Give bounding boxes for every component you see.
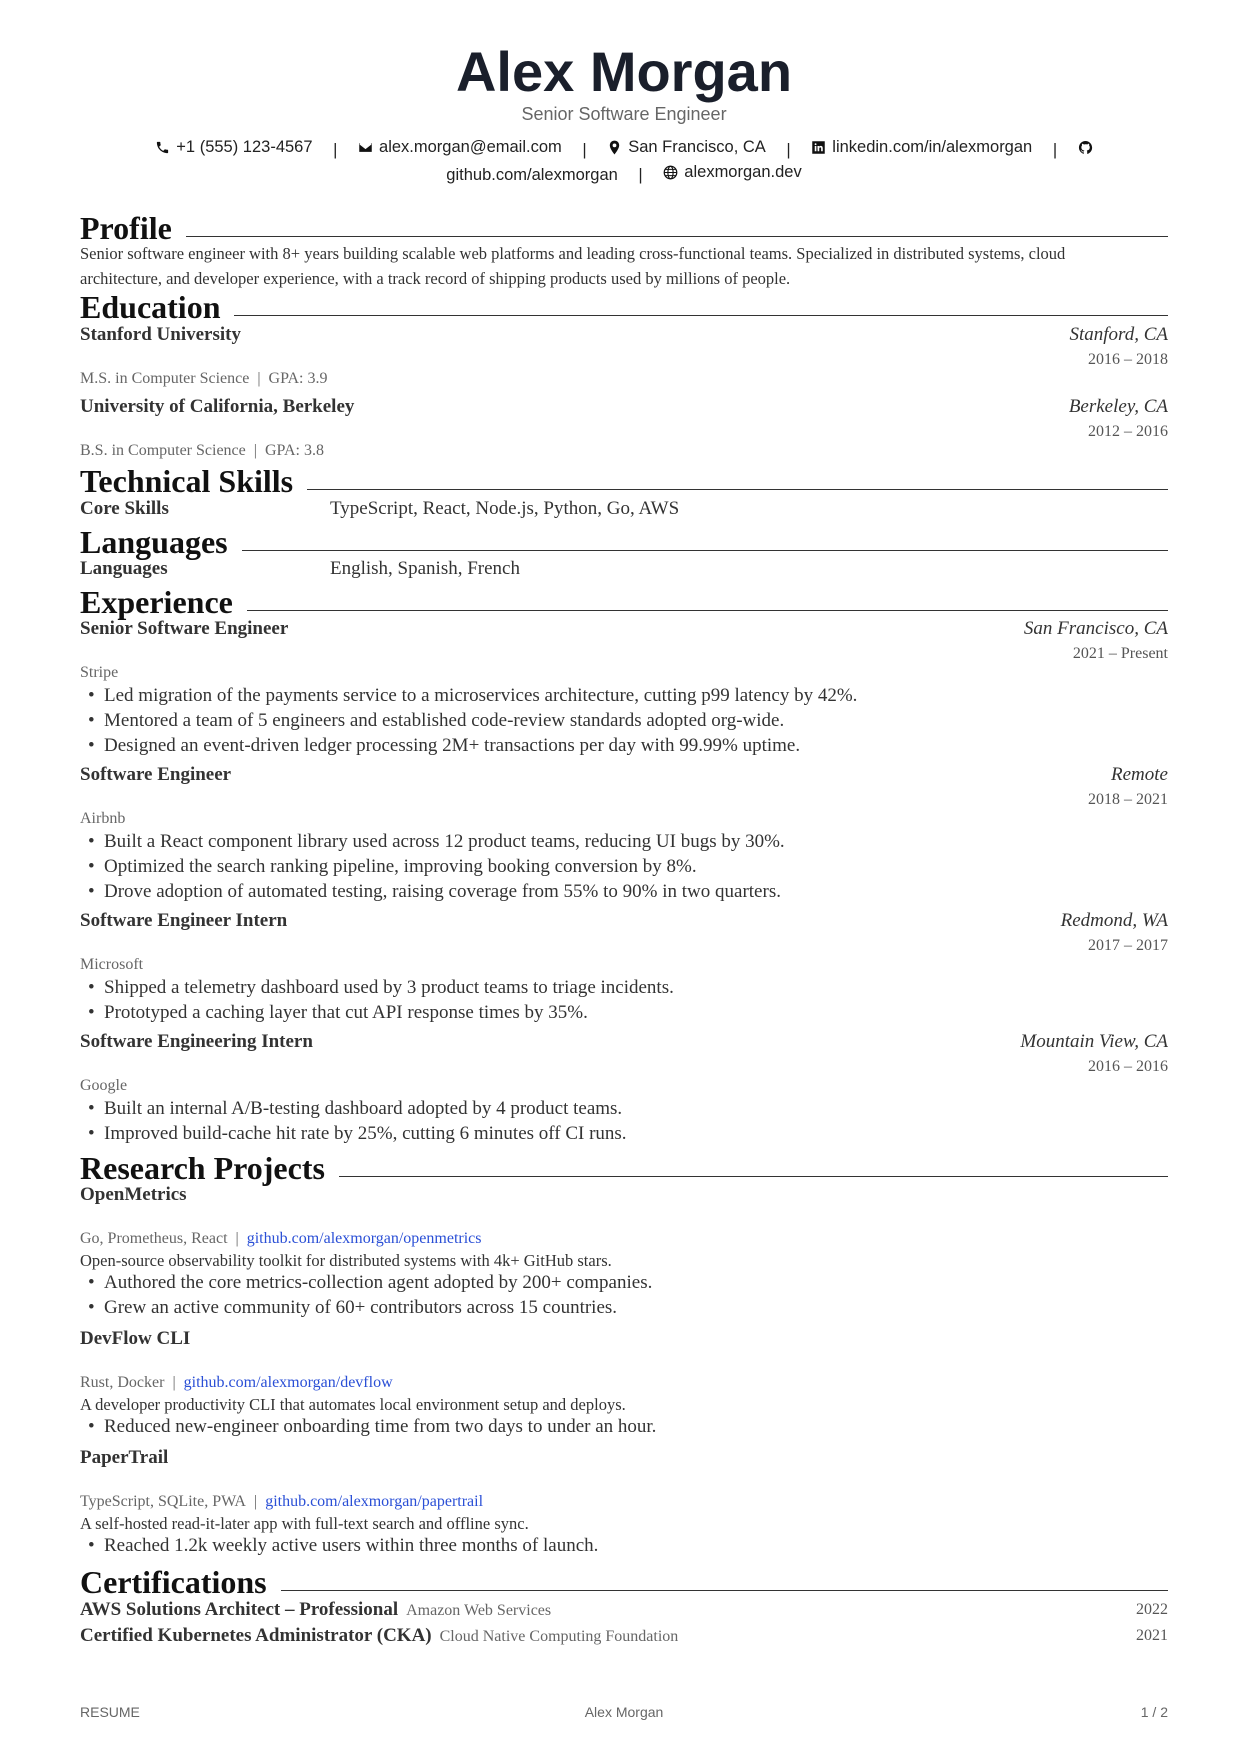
section-heading: Profile xyxy=(80,210,172,246)
section-certifications xyxy=(80,1565,1168,1599)
section-profile xyxy=(80,211,1168,245)
job-dates: 2018 – 2021 xyxy=(1088,791,1168,808)
globe-icon xyxy=(663,165,678,180)
project-meta xyxy=(80,1230,482,1248)
project-link[interactable]: github.com/alexmorgan/openmetrics xyxy=(246,1230,482,1247)
contact-website[interactable] xyxy=(663,163,801,182)
job-role: Software Engineer Intern xyxy=(80,910,288,931)
section-rule xyxy=(281,1590,1168,1591)
certification-name: Certified Kubernetes Administrator (CKA) xyxy=(80,1625,432,1646)
section-heading: Education xyxy=(80,289,221,325)
project-meta xyxy=(80,1374,393,1392)
job-bullet: • Prototyped a caching layer that cut API response times by 35%. xyxy=(88,1002,588,1024)
footer-page-number: 1 / 2 xyxy=(1140,1704,1168,1720)
section-heading: Languages xyxy=(80,524,228,560)
project-link[interactable]: github.com/alexmorgan/devflow xyxy=(183,1374,393,1391)
project-tech: Rust, Docker xyxy=(80,1374,165,1391)
project-tech: TypeScript, SQLite, PWA xyxy=(80,1493,246,1510)
project-meta xyxy=(80,1493,483,1511)
contact-line-1 xyxy=(80,138,1168,160)
github-text: github.com/alexmorgan xyxy=(446,166,618,184)
education-gpa: GPA: 3.9 xyxy=(268,370,328,387)
separator: | xyxy=(172,1374,176,1391)
education-location: Berkeley, CA xyxy=(1068,396,1168,417)
project-name: PaperTrail xyxy=(80,1447,169,1468)
section-rule xyxy=(339,1176,1168,1177)
contact-email[interactable] xyxy=(358,138,562,157)
education-degree: B.S. in Computer Science xyxy=(80,442,246,459)
section-rule xyxy=(307,489,1168,490)
section-rule xyxy=(242,550,1168,551)
job-bullet: • Optimized the search ranking pipeline, improving booking conversion by 8%. xyxy=(88,856,697,878)
education-dates: 2016 – 2018 xyxy=(1088,351,1168,368)
job-bullet: • Drove adoption of automated testing, raising coverage from 55% to 90% in two quarters. xyxy=(88,881,781,903)
certification-name: AWS Solutions Architect – Professional xyxy=(80,1599,399,1620)
job-bullet: • Led migration of the payments service to a microservices architecture, cutting p99 latency by 42%. xyxy=(88,685,857,707)
job-location: San Francisco, CA xyxy=(1023,618,1168,639)
envelope-icon xyxy=(358,140,373,155)
languages-label: Languages xyxy=(80,558,168,579)
github-icon xyxy=(1078,140,1093,155)
project-description: A self-hosted read-it-later app with full-text search and offline sync. xyxy=(80,1514,529,1533)
job-bullet: • Mentored a team of 5 engineers and established code-review standards adopted org-wide. xyxy=(88,710,784,732)
skills-label: Core Skills xyxy=(80,498,169,519)
section-skills xyxy=(80,464,1168,498)
certification-issuer: Cloud Native Computing Foundation xyxy=(439,1628,679,1645)
contact-github-icon-link[interactable] xyxy=(1078,140,1093,155)
certification-year: 2021 xyxy=(1136,1627,1168,1644)
job-location: Remote xyxy=(1111,764,1168,785)
contact-location xyxy=(607,138,766,157)
job-role: Software Engineer xyxy=(80,764,232,785)
project-tech: Go, Prometheus, React xyxy=(80,1230,228,1247)
separator: | xyxy=(786,141,791,159)
education-school: Stanford University xyxy=(80,324,241,345)
location-text: San Francisco, CA xyxy=(628,138,766,156)
education-dates: 2012 – 2016 xyxy=(1088,423,1168,440)
job-role: Senior Software Engineer xyxy=(80,618,289,639)
contact-github[interactable] xyxy=(446,166,618,185)
separator: | xyxy=(638,166,643,184)
candidate-name: Alex Morgan xyxy=(455,40,793,103)
phone-text: +1 (555) 123-4567 xyxy=(176,138,313,156)
section-rule xyxy=(234,315,1168,316)
skills-value: TypeScript, React, Node.js, Python, Go, AWS xyxy=(330,498,680,519)
job-company: Microsoft xyxy=(80,956,144,973)
section-heading: Experience xyxy=(80,584,233,620)
job-dates: 2016 – 2016 xyxy=(1088,1058,1168,1075)
languages-value: English, Spanish, French xyxy=(330,558,520,579)
separator: | xyxy=(257,370,261,387)
certification-year: 2022 xyxy=(1136,1601,1168,1618)
job-company: Airbnb xyxy=(80,810,126,827)
education-degree-line xyxy=(80,370,328,388)
separator: | xyxy=(253,1493,258,1510)
contact-line-2 xyxy=(80,163,1168,185)
project-description: A developer productivity CLI that automates local environment setup and deploys. xyxy=(80,1395,626,1414)
job-company: Google xyxy=(80,1077,128,1094)
job-location: Redmond, WA xyxy=(1060,910,1168,931)
job-bullet: • Designed an event-driven ledger processing 2M+ transactions per day with 99.99% uptime. xyxy=(88,735,800,757)
education-degree-line xyxy=(80,442,324,460)
job-company: Stripe xyxy=(80,664,119,681)
separator: | xyxy=(333,141,338,159)
section-projects xyxy=(80,1151,1168,1185)
project-bullet: • Grew an active community of 60+ contributors across 15 countries. xyxy=(88,1297,617,1319)
candidate-title: Senior Software Engineer xyxy=(521,104,727,124)
job-bullet: • Shipped a telemetry dashboard used by 3 product teams to triage incidents. xyxy=(88,977,674,999)
section-languages xyxy=(80,525,1168,559)
certification-row xyxy=(80,1625,678,1647)
certification-issuer: Amazon Web Services xyxy=(406,1602,552,1619)
website-text: alexmorgan.dev xyxy=(684,163,802,181)
section-rule xyxy=(186,236,1168,237)
footer-left: RESUME xyxy=(80,1704,140,1720)
project-name: OpenMetrics xyxy=(80,1184,187,1205)
education-location: Stanford, CA xyxy=(1069,324,1168,345)
map-pin-icon xyxy=(607,140,622,155)
education-school: University of California, Berkeley xyxy=(80,396,355,417)
separator: | xyxy=(582,141,587,159)
section-heading: Certifications xyxy=(80,1564,267,1600)
separator: | xyxy=(1052,141,1058,159)
project-description: Open-source observability toolkit for distributed systems with 4k+ GitHub stars. xyxy=(80,1251,612,1270)
project-bullet: • Authored the core metrics-collection agent adopted by 200+ companies. xyxy=(88,1272,652,1294)
job-bullet: • Built an internal A/B-testing dashboard adopted by 4 product teams. xyxy=(88,1098,622,1120)
profile-line: Senior software engineer with 8+ years building scalable web platforms and leading cross-functional teams. Specialized in distributed systems, cloud xyxy=(80,244,1066,263)
contact-phone[interactable] xyxy=(155,138,312,157)
section-heading: Research Projects xyxy=(80,1150,325,1186)
contact-linkedin[interactable] xyxy=(811,138,1032,157)
section-rule xyxy=(247,610,1168,611)
job-dates: 2021 – Present xyxy=(1072,645,1168,662)
project-bullet: • Reduced new-engineer onboarding time from two days to under an hour. xyxy=(88,1416,656,1438)
profile-summary xyxy=(80,241,1168,291)
email-text: alex.morgan@email.com xyxy=(379,138,562,156)
linkedin-text: linkedin.com/in/alexmorgan xyxy=(832,138,1033,156)
job-dates: 2017 – 2017 xyxy=(1088,937,1168,954)
job-bullet: • Improved build-cache hit rate by 25%, cutting 6 minutes off CI runs. xyxy=(88,1123,627,1145)
job-role: Software Engineering Intern xyxy=(80,1031,313,1052)
certification-row xyxy=(80,1599,551,1621)
section-heading: Technical Skills xyxy=(80,463,294,499)
linkedin-icon xyxy=(811,140,826,155)
separator: | xyxy=(235,1230,239,1247)
section-education xyxy=(80,290,1168,324)
separator: | xyxy=(253,442,257,459)
project-bullet: • Reached 1.2k weekly active users within three months of launch. xyxy=(88,1535,598,1557)
job-location: Mountain View, CA xyxy=(1020,1031,1168,1052)
project-link[interactable]: github.com/alexmorgan/papertrail xyxy=(265,1493,484,1510)
job-bullet: • Built a React component library used across 12 product teams, reducing UI bugs by 30%. xyxy=(88,831,785,853)
profile-line: architecture, and developer experience, with a track record of shipping products used by millions of people. xyxy=(80,269,791,288)
education-gpa: GPA: 3.8 xyxy=(264,442,324,459)
footer-center: Alex Morgan xyxy=(584,1704,664,1720)
section-experience xyxy=(80,585,1168,619)
project-name: DevFlow CLI xyxy=(80,1328,191,1349)
phone-icon xyxy=(155,140,170,155)
education-degree: M.S. in Computer Science xyxy=(80,370,250,387)
